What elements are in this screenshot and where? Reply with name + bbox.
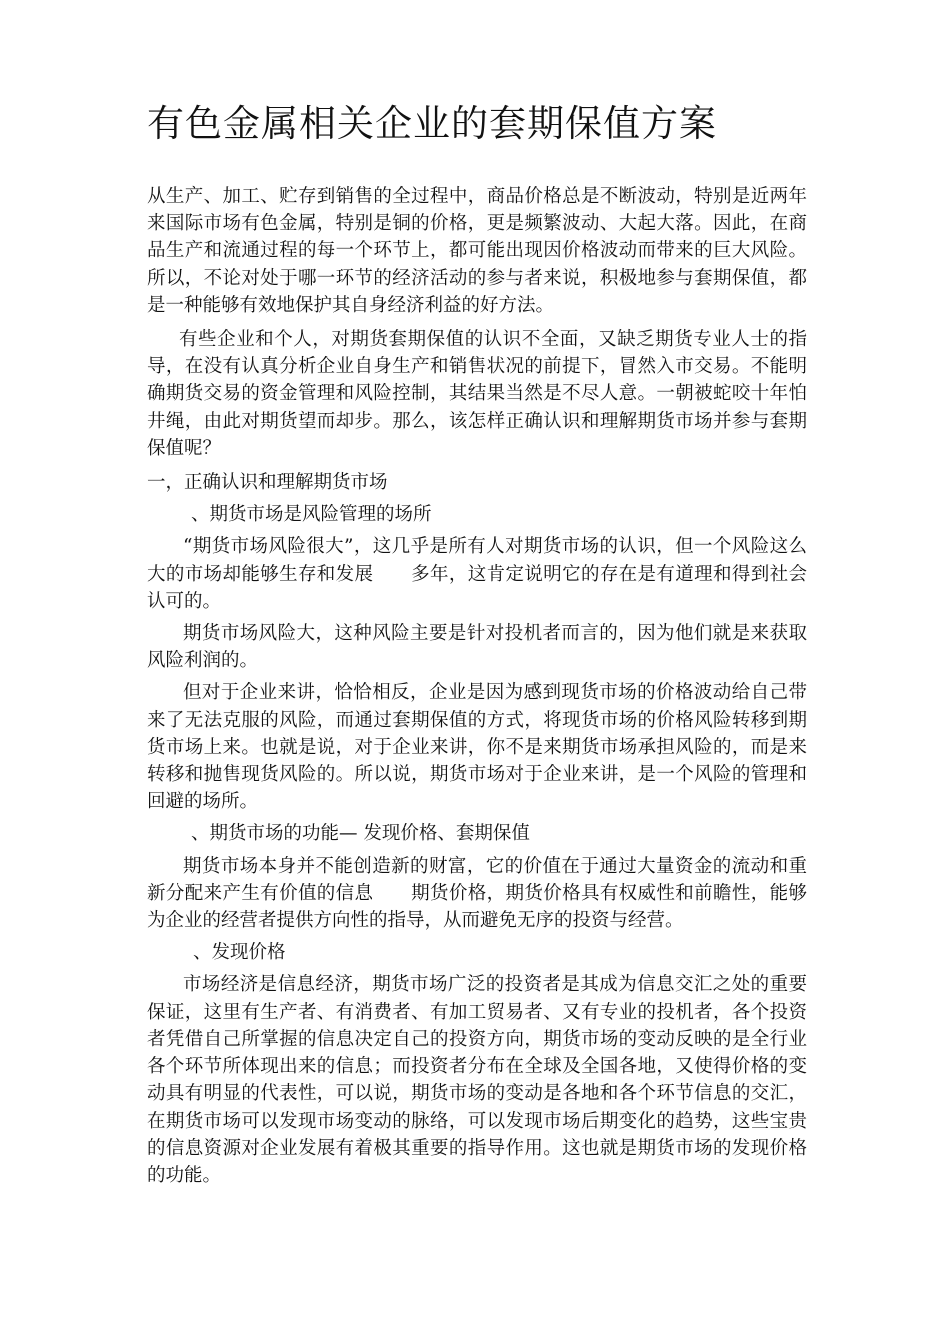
- document-title: 有色金属相关企业的套期保值方案: [147, 102, 717, 145]
- paragraph-market-value: 期货市场本身并不能创造新的财富，它的价值在于通过大量资金的流动和重新分配来产生有价值的信息 期货价格，期货价格具有权威性和前瞻性，能够为企业的经营者提供方向性的指导，从而避免无序的投资与经营。: [147, 855, 807, 932]
- section-heading-1: 一，正确认识和理解期货市场: [147, 472, 388, 494]
- paragraph-price-discovery: 市场经济是信息经济，期货市场广泛的投资者是其成为信息交汇之处的重要保证，这里有生产者、有消费者、有加工贸易者、又有专业的投机者，各个投资者凭借自己所掌握的信息决定自己的投资方向，期货市场的变动反映的是全行业各个环节所体现出来的信息；而投资者分布在全球及全国各地，又使得价格的变动具有明显的代表性，可以说，期货市场的变动是各地和各个环节信息的交汇，在期货市场可以发现市场变动的脉络，可以发现市场后期变化的趋势，这些宝贵的信息资源对企业发展有着极其重要的指导作用。这也就是期货市场的发现价格的功能。: [147, 974, 807, 1186]
- paragraph-misunderstanding: 有些企业和个人，对期货套期保值的认识不全面，又缺乏期货专业人士的指导，在没有认真分析企业自身生产和销售状况的前提下，冒然入市交易。不能明确期货交易的资金管理和风险控制，其结果当然是不尽人意。一朝被蛇咬十年怕井绳，由此对期货望而却步。那么，该怎样正确认识和理解期货市场并参与套期保值呢？: [147, 329, 807, 459]
- paragraph-speculators: 期货市场风险大，这种风险主要是针对投机者而言的，因为他们就是来获取风险利润的。: [147, 623, 807, 672]
- subsection-heading-functions: 、期货市场的功能— 发现价格、套期保值: [191, 823, 530, 845]
- subsection-heading-risk-management: 、期货市场是风险管理的场所: [191, 504, 432, 526]
- document-body: [147, 183, 807, 1189]
- subsection-heading-price-discovery: 、发现价格: [193, 942, 286, 964]
- paragraph-market-risk: “期货市场风险很大”，这几乎是所有人对期货市场的认识，但一个风险这么大的市场却能够生存和发展 多年，这肯定说明它的存在是有道理和得到社会认可的。: [147, 536, 807, 612]
- paragraph-intro: 从生产、加工、贮存到销售的全过程中，商品价格总是不断波动，特别是近两年来国际市场有色金属，特别是铜的价格，更是频繁波动、大起大落。因此，在商品生产和流通过程的每一个环节上，都可能出现因价格波动而带来的巨大风险。所以，不论对处于哪一环节的经济活动的参与者来说，积极地参与套期保值，都是一种能够有效地保护其自身经济利益的好方法。: [147, 186, 807, 316]
- paragraph-enterprises: 但对于企业来讲，恰恰相反，企业是因为感到现货市场的价格波动给自己带来了无法克服的风险，而通过套期保值的方式，将现货市场的价格风险转移到期货市场上来。也就是说，对于企业来讲，你不是来期货市场承担风险的，而是来转移和抛售现货风险的。所以说，期货市场对于企业来讲，是一个风险的管理和回避的场所。: [147, 682, 807, 813]
